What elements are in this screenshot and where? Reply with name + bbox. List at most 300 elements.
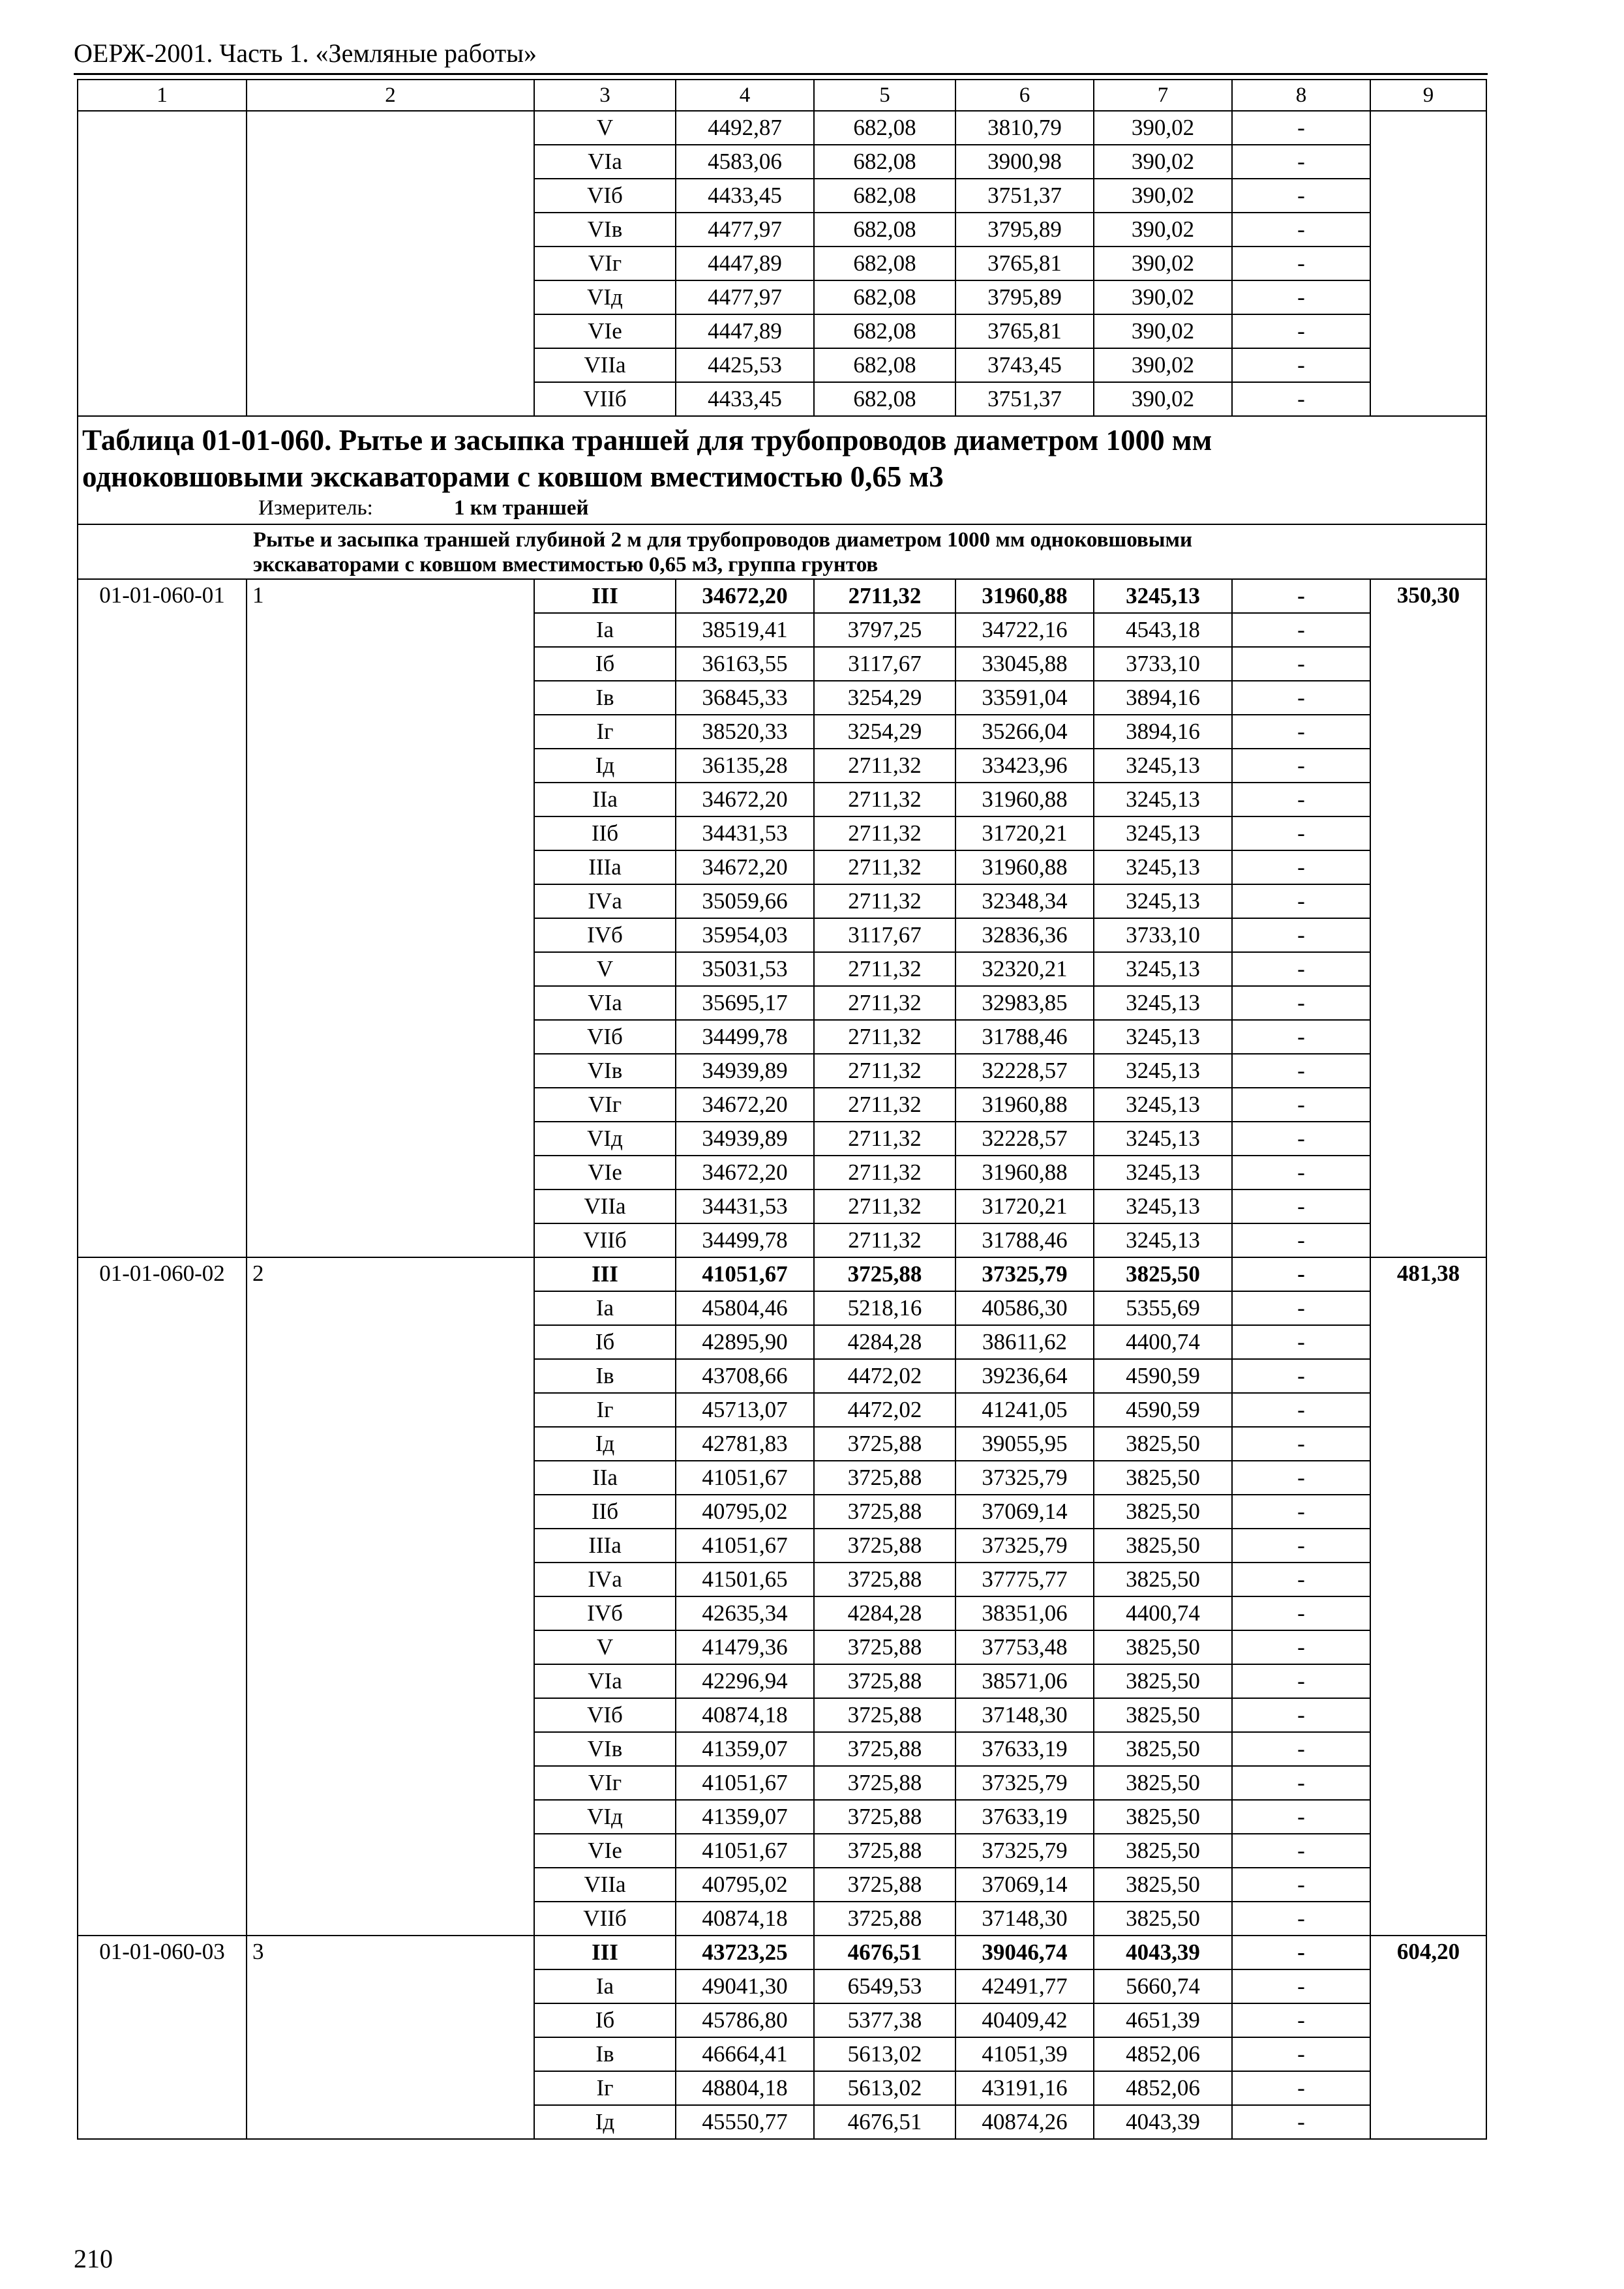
machinist-wages-cell: 3245,13 — [1094, 816, 1232, 850]
materials-cost-cell: - — [1232, 2003, 1370, 2037]
description-cell — [247, 111, 534, 416]
machine-cost-cell: 33591,04 — [955, 681, 1094, 715]
table-title-line: одноковшовыми экскаваторами с ковшом вместимостью 0,65 м3 — [82, 460, 944, 493]
machinist-wages-cell: 390,02 — [1094, 382, 1232, 416]
materials-cost-cell: - — [1232, 179, 1370, 213]
machine-cost-cell: 43191,16 — [955, 2071, 1094, 2105]
materials-cost-cell: - — [1232, 1732, 1370, 1766]
soil-group-cell: III — [534, 1257, 676, 1291]
direct-cost-cell: 41051,67 — [676, 1257, 814, 1291]
materials-cost-cell: - — [1232, 613, 1370, 647]
soil-group-cell: IIб — [534, 816, 676, 850]
labor-wages-cell: 5377,38 — [814, 2003, 955, 2037]
machinist-wages-cell: 390,02 — [1094, 314, 1232, 348]
table-body — [78, 80, 1486, 2139]
machine-cost-cell: 37633,19 — [955, 1732, 1094, 1766]
direct-cost-cell: 35954,03 — [676, 918, 814, 952]
labor-wages-cell: 4676,51 — [814, 2105, 955, 2139]
direct-cost-cell: 34672,20 — [676, 783, 814, 816]
machinist-wages-cell: 3245,13 — [1094, 1156, 1232, 1189]
labor-wages-cell: 5613,02 — [814, 2037, 955, 2071]
machinist-wages-cell: 3825,50 — [1094, 1427, 1232, 1461]
machinist-wages-cell: 3245,13 — [1094, 749, 1232, 783]
machine-cost-cell: 37325,79 — [955, 1834, 1094, 1868]
materials-cost-cell: - — [1232, 1495, 1370, 1529]
direct-cost-cell: 4447,89 — [676, 247, 814, 280]
materials-cost-cell: - — [1232, 1325, 1370, 1359]
materials-cost-cell: - — [1232, 1698, 1370, 1732]
direct-cost-cell: 38520,33 — [676, 715, 814, 749]
machinist-wages-cell: 3245,13 — [1094, 783, 1232, 816]
table-title-row — [78, 416, 1486, 524]
machine-cost-cell: 40874,26 — [955, 2105, 1094, 2139]
labor-wages-cell: 3725,88 — [814, 1495, 955, 1529]
soil-group-cell: VIд — [534, 280, 676, 314]
machine-cost-cell: 3751,37 — [955, 179, 1094, 213]
machine-cost-cell: 38611,62 — [955, 1325, 1094, 1359]
labor-wages-cell: 3725,88 — [814, 1427, 955, 1461]
machinist-wages-cell: 3245,13 — [1094, 1223, 1232, 1257]
materials-cost-cell: - — [1232, 1461, 1370, 1495]
direct-cost-cell: 45713,07 — [676, 1393, 814, 1427]
machinist-wages-cell: 4590,59 — [1094, 1359, 1232, 1393]
machine-cost-cell: 31788,46 — [955, 1020, 1094, 1054]
machinist-wages-cell: 3825,50 — [1094, 1868, 1232, 1902]
materials-cost-cell: - — [1232, 280, 1370, 314]
rate-code: 01-01-060-03 — [78, 1936, 247, 2139]
materials-cost-cell: - — [1232, 1223, 1370, 1257]
labor-wages-cell: 3117,67 — [814, 647, 955, 681]
labor-wages-cell: 682,08 — [814, 111, 955, 145]
direct-cost-cell: 4492,87 — [676, 111, 814, 145]
materials-cost-cell: - — [1232, 1291, 1370, 1325]
labor-wages-cell: 682,08 — [814, 247, 955, 280]
column-number: 7 — [1094, 80, 1232, 111]
materials-cost-cell: - — [1232, 783, 1370, 816]
table-row — [78, 1936, 1486, 1969]
materials-cost-cell: - — [1232, 1189, 1370, 1223]
labor-wages-cell: 682,08 — [814, 314, 955, 348]
column-number: 9 — [1370, 80, 1486, 111]
machine-cost-cell: 33423,96 — [955, 749, 1094, 783]
rates-table — [77, 79, 1487, 2140]
machinist-wages-cell: 3825,50 — [1094, 1698, 1232, 1732]
machinist-wages-cell: 4651,39 — [1094, 2003, 1232, 2037]
soil-group-cell: VIа — [534, 986, 676, 1020]
labor-wages-cell: 2711,32 — [814, 1054, 955, 1088]
labor-wages-cell: 3254,29 — [814, 715, 955, 749]
column-number: 6 — [955, 80, 1094, 111]
machine-cost-cell: 41241,05 — [955, 1393, 1094, 1427]
soil-group-cell: VIе — [534, 1834, 676, 1868]
machine-cost-cell: 32348,34 — [955, 884, 1094, 918]
materials-cost-cell: - — [1232, 1834, 1370, 1868]
machinist-wages-cell: 4043,39 — [1094, 1936, 1232, 1969]
labor-wages-cell: 682,08 — [814, 145, 955, 179]
machinist-wages-cell: 3825,50 — [1094, 1834, 1232, 1868]
labor-wages-cell: 4284,28 — [814, 1325, 955, 1359]
machinist-wages-cell: 4590,59 — [1094, 1393, 1232, 1427]
section-description-cell — [78, 524, 1486, 579]
measure-line — [82, 495, 1482, 521]
direct-cost-cell: 34939,89 — [676, 1122, 814, 1156]
labor-wages-cell: 5218,16 — [814, 1291, 955, 1325]
section-description-line: экскаваторами с ковшом вместимостью 0,65 м3, группа грунтов — [253, 553, 879, 576]
soil-group-cell: VIб — [534, 1698, 676, 1732]
labor-wages-cell: 3725,88 — [814, 1630, 955, 1664]
direct-cost-cell: 4433,45 — [676, 382, 814, 416]
soil-group-cell: Iб — [534, 1325, 676, 1359]
machine-cost-cell: 31960,88 — [955, 579, 1094, 613]
soil-group-cell: IIа — [534, 1461, 676, 1495]
machinist-wages-cell: 390,02 — [1094, 348, 1232, 382]
machine-cost-cell: 39055,95 — [955, 1427, 1094, 1461]
direct-cost-cell: 41051,67 — [676, 1461, 814, 1495]
direct-cost-cell: 41359,07 — [676, 1800, 814, 1834]
soil-group-cell: VIIб — [534, 1902, 676, 1936]
direct-cost-cell: 34672,20 — [676, 1156, 814, 1189]
machine-cost-cell: 37325,79 — [955, 1257, 1094, 1291]
machine-cost-cell: 37753,48 — [955, 1630, 1094, 1664]
direct-cost-cell: 35059,66 — [676, 884, 814, 918]
rate-code: 01-01-060-01 — [78, 579, 247, 1257]
machine-cost-cell: 37148,30 — [955, 1698, 1094, 1732]
machinist-wages-cell: 3894,16 — [1094, 681, 1232, 715]
column-number: 8 — [1232, 80, 1370, 111]
soil-group-cell: III — [534, 1936, 676, 1969]
machinist-wages-cell: 390,02 — [1094, 280, 1232, 314]
section-description-line: Рытье и засыпка траншей глубиной 2 м для трубопроводов диаметром 1000 мм одноковшовыми — [253, 528, 1193, 552]
labor-wages-cell: 2711,32 — [814, 1223, 955, 1257]
column-number: 1 — [78, 80, 247, 111]
soil-group-cell: Iа — [534, 613, 676, 647]
direct-cost-cell: 42895,90 — [676, 1325, 814, 1359]
machinist-wages-cell: 5660,74 — [1094, 1969, 1232, 2003]
materials-cost-cell: - — [1232, 1393, 1370, 1427]
machine-cost-cell: 31720,21 — [955, 816, 1094, 850]
table-row — [78, 579, 1486, 613]
materials-cost-cell: - — [1232, 715, 1370, 749]
materials-cost-cell: - — [1232, 1902, 1370, 1936]
machine-cost-cell: 32320,21 — [955, 952, 1094, 986]
machinist-wages-cell: 3825,50 — [1094, 1902, 1232, 1936]
materials-cost-cell: - — [1232, 1122, 1370, 1156]
running-header: ОЕРЖ-2001. Часть 1. «Земляные работы» — [74, 38, 537, 68]
machinist-wages-cell: 390,02 — [1094, 145, 1232, 179]
labor-wages-cell: 682,08 — [814, 213, 955, 247]
machine-cost-cell: 31720,21 — [955, 1189, 1094, 1223]
machine-cost-cell: 31960,88 — [955, 783, 1094, 816]
materials-cost-cell: - — [1232, 2037, 1370, 2071]
materials-cost-cell: - — [1232, 1088, 1370, 1122]
materials-cost-cell: - — [1232, 1596, 1370, 1630]
materials-cost-cell: - — [1232, 1563, 1370, 1596]
soil-group-cell: Iг — [534, 1393, 676, 1427]
column-number: 4 — [676, 80, 814, 111]
machine-cost-cell: 40586,30 — [955, 1291, 1094, 1325]
direct-cost-cell: 34672,20 — [676, 850, 814, 884]
machine-cost-cell: 3765,81 — [955, 247, 1094, 280]
machinist-wages-cell: 3825,50 — [1094, 1529, 1232, 1563]
direct-cost-cell: 41501,65 — [676, 1563, 814, 1596]
materials-cost-cell: - — [1232, 816, 1370, 850]
table-row — [78, 1257, 1486, 1291]
soil-group-cell: VIг — [534, 1766, 676, 1800]
soil-group-cell: VIIа — [534, 1189, 676, 1223]
soil-group-cell: VIIб — [534, 1223, 676, 1257]
direct-cost-cell: 4477,97 — [676, 280, 814, 314]
direct-cost-cell: 45786,80 — [676, 2003, 814, 2037]
machine-cost-cell: 42491,77 — [955, 1969, 1094, 2003]
labor-wages-cell: 2711,32 — [814, 1020, 955, 1054]
measure-label: Измеритель: — [258, 496, 373, 520]
materials-cost-cell: - — [1232, 213, 1370, 247]
machine-cost-cell: 3765,81 — [955, 314, 1094, 348]
machine-cost-cell: 34722,16 — [955, 613, 1094, 647]
materials-cost-cell: - — [1232, 2071, 1370, 2105]
labor-wages-cell: 2711,32 — [814, 1088, 955, 1122]
soil-group-cell: IVа — [534, 884, 676, 918]
machinist-wages-cell: 3825,50 — [1094, 1563, 1232, 1596]
labor-wages-cell: 3725,88 — [814, 1732, 955, 1766]
direct-cost-cell: 42296,94 — [676, 1664, 814, 1698]
machine-cost-cell: 32983,85 — [955, 986, 1094, 1020]
machine-cost-cell: 3751,37 — [955, 382, 1094, 416]
soil-group-cell: IVб — [534, 1596, 676, 1630]
machinist-wages-cell: 3825,50 — [1094, 1257, 1232, 1291]
soil-group-cell: Iб — [534, 2003, 676, 2037]
machinist-wages-cell: 390,02 — [1094, 111, 1232, 145]
materials-cost-cell: - — [1232, 986, 1370, 1020]
machinist-wages-cell: 390,02 — [1094, 247, 1232, 280]
machine-cost-cell: 32228,57 — [955, 1122, 1094, 1156]
machinist-wages-cell: 4043,39 — [1094, 2105, 1232, 2139]
labor-wages-cell: 682,08 — [814, 348, 955, 382]
labor-wages-cell: 4676,51 — [814, 1936, 955, 1969]
machine-cost-cell: 33045,88 — [955, 647, 1094, 681]
labor-wages-cell: 4284,28 — [814, 1596, 955, 1630]
soil-group-cell: VIе — [534, 314, 676, 348]
materials-cost-cell: - — [1232, 1936, 1370, 1969]
materials-cost-cell: - — [1232, 1868, 1370, 1902]
labor-wages-cell: 682,08 — [814, 382, 955, 416]
machinist-wages-cell: 3245,13 — [1094, 986, 1232, 1020]
direct-cost-cell: 38519,41 — [676, 613, 814, 647]
labor-wages-cell: 3725,88 — [814, 1800, 955, 1834]
soil-group-cell: VIв — [534, 1054, 676, 1088]
labor-wages-cell: 2711,32 — [814, 1156, 955, 1189]
materials-cost-cell: - — [1232, 314, 1370, 348]
machine-cost-cell: 31960,88 — [955, 1156, 1094, 1189]
materials-cost-cell: - — [1232, 918, 1370, 952]
labor-wages-cell: 2711,32 — [814, 579, 955, 613]
machinist-wages-cell: 3245,13 — [1094, 1054, 1232, 1088]
soil-group-cell: Iд — [534, 749, 676, 783]
machine-cost-cell: 32836,36 — [955, 918, 1094, 952]
labor-wages-cell: 2711,32 — [814, 952, 955, 986]
machine-cost-cell: 32228,57 — [955, 1054, 1094, 1088]
soil-group-cell: VIв — [534, 213, 676, 247]
machinist-wages-cell: 3825,50 — [1094, 1664, 1232, 1698]
soil-group-cell: Iа — [534, 1291, 676, 1325]
direct-cost-cell: 41479,36 — [676, 1630, 814, 1664]
direct-cost-cell: 41051,67 — [676, 1834, 814, 1868]
materials-cost-cell: - — [1232, 749, 1370, 783]
materials-cost-cell: - — [1232, 1257, 1370, 1291]
soil-group-cell: VIв — [534, 1732, 676, 1766]
soil-group-cell: III — [534, 579, 676, 613]
labor-wages-cell: 2711,32 — [814, 749, 955, 783]
labor-wages-cell: 5613,02 — [814, 2071, 955, 2105]
direct-cost-cell: 36845,33 — [676, 681, 814, 715]
labor-wages-cell: 3725,88 — [814, 1257, 955, 1291]
soil-group-cell: IIIа — [534, 850, 676, 884]
direct-cost-cell: 49041,30 — [676, 1969, 814, 2003]
machine-cost-cell: 35266,04 — [955, 715, 1094, 749]
soil-group-cell: VIа — [534, 1664, 676, 1698]
soil-group-cell: VIб — [534, 1020, 676, 1054]
soil-group-cell: VIб — [534, 179, 676, 213]
machine-cost-cell: 38571,06 — [955, 1664, 1094, 1698]
machinist-wages-cell: 3245,13 — [1094, 1088, 1232, 1122]
direct-cost-cell: 34672,20 — [676, 1088, 814, 1122]
materials-cost-cell: - — [1232, 647, 1370, 681]
soil-group-cell: V — [534, 952, 676, 986]
direct-cost-cell: 34672,20 — [676, 579, 814, 613]
machinist-wages-cell: 4400,74 — [1094, 1325, 1232, 1359]
materials-cost-cell: - — [1232, 1800, 1370, 1834]
direct-cost-cell: 45550,77 — [676, 2105, 814, 2139]
soil-group-cell: Iа — [534, 1969, 676, 2003]
labor-wages-cell: 6549,53 — [814, 1969, 955, 2003]
column-number: 3 — [534, 80, 676, 111]
materials-cost-cell: - — [1232, 348, 1370, 382]
materials-cost-cell: - — [1232, 952, 1370, 986]
machine-cost-cell: 3743,45 — [955, 348, 1094, 382]
total-cell — [1370, 111, 1486, 416]
direct-cost-cell: 41051,67 — [676, 1766, 814, 1800]
materials-cost-cell: - — [1232, 2105, 1370, 2139]
labor-wages-cell: 2711,32 — [814, 783, 955, 816]
machine-cost-cell: 3795,89 — [955, 280, 1094, 314]
direct-cost-cell: 36163,55 — [676, 647, 814, 681]
machinist-wages-cell: 3733,10 — [1094, 918, 1232, 952]
direct-cost-cell: 36135,28 — [676, 749, 814, 783]
materials-cost-cell: - — [1232, 247, 1370, 280]
machine-cost-cell: 40409,42 — [955, 2003, 1094, 2037]
machinist-wages-cell: 390,02 — [1094, 213, 1232, 247]
materials-cost-cell: - — [1232, 145, 1370, 179]
machinist-wages-cell: 3245,13 — [1094, 1189, 1232, 1223]
labor-wages-cell: 3725,88 — [814, 1664, 955, 1698]
labor-wages-cell: 682,08 — [814, 280, 955, 314]
machine-cost-cell: 37069,14 — [955, 1868, 1094, 1902]
table-row — [78, 111, 1486, 145]
materials-cost-cell: - — [1232, 1664, 1370, 1698]
machine-cost-cell: 3810,79 — [955, 111, 1094, 145]
materials-cost-cell: - — [1232, 1630, 1370, 1664]
direct-cost-cell: 40874,18 — [676, 1698, 814, 1732]
labor-wages-cell: 3117,67 — [814, 918, 955, 952]
materials-cost-cell: - — [1232, 1054, 1370, 1088]
soil-group-cell: V — [534, 1630, 676, 1664]
direct-cost-cell: 4477,97 — [676, 213, 814, 247]
direct-cost-cell: 43708,66 — [676, 1359, 814, 1393]
soil-group-cell: V — [534, 111, 676, 145]
machinist-wages-cell: 3245,13 — [1094, 850, 1232, 884]
labor-wages-cell: 2711,32 — [814, 884, 955, 918]
soil-group-cell: Iг — [534, 2071, 676, 2105]
direct-cost-cell: 34499,78 — [676, 1223, 814, 1257]
direct-cost-cell: 4447,89 — [676, 314, 814, 348]
soil-group-cell: IVа — [534, 1563, 676, 1596]
soil-group-cell: VIе — [534, 1156, 676, 1189]
table-title-line: Таблица 01-01-060. Рытье и засыпка траншей для трубопроводов диаметром 1000 мм — [82, 424, 1212, 456]
materials-cost-cell: - — [1232, 1529, 1370, 1563]
labor-wages-cell: 2711,32 — [814, 986, 955, 1020]
direct-cost-cell: 40795,02 — [676, 1495, 814, 1529]
labor-wages-cell: 2711,32 — [814, 1122, 955, 1156]
materials-cost-cell: - — [1232, 850, 1370, 884]
machinist-wages-cell: 4543,18 — [1094, 613, 1232, 647]
measure-value: 1 км траншей — [454, 496, 589, 520]
column-number: 5 — [814, 80, 955, 111]
machine-cost-cell: 38351,06 — [955, 1596, 1094, 1630]
machinist-wages-cell: 3825,50 — [1094, 1800, 1232, 1834]
machinist-wages-cell: 5355,69 — [1094, 1291, 1232, 1325]
machine-cost-cell: 37325,79 — [955, 1529, 1094, 1563]
machine-cost-cell: 41051,39 — [955, 2037, 1094, 2071]
materials-cost-cell: - — [1232, 681, 1370, 715]
soil-group-cell: VIг — [534, 247, 676, 280]
materials-cost-cell: - — [1232, 1156, 1370, 1189]
machine-cost-cell: 3900,98 — [955, 145, 1094, 179]
machinist-wages-cell: 3894,16 — [1094, 715, 1232, 749]
direct-cost-cell: 4425,53 — [676, 348, 814, 382]
soil-group-cell: Iг — [534, 715, 676, 749]
labor-wages-cell: 3725,88 — [814, 1529, 955, 1563]
machine-cost-cell: 37325,79 — [955, 1461, 1094, 1495]
machinist-wages-cell: 3825,50 — [1094, 1766, 1232, 1800]
labor-wages-cell: 2711,32 — [814, 1189, 955, 1223]
soil-group-cell: Iд — [534, 1427, 676, 1461]
machinist-wages-cell: 3825,50 — [1094, 1461, 1232, 1495]
materials-cost-cell: - — [1232, 382, 1370, 416]
soil-group-cell: IIб — [534, 1495, 676, 1529]
soil-group-cell: VIIа — [534, 348, 676, 382]
labor-wages-cell: 3725,88 — [814, 1868, 955, 1902]
machine-cost-cell: 37148,30 — [955, 1902, 1094, 1936]
page-number: 210 — [74, 2244, 113, 2273]
table-title-cell — [78, 416, 1486, 524]
soil-group-cell: IVб — [534, 918, 676, 952]
machine-cost-cell: 31960,88 — [955, 1088, 1094, 1122]
labor-wages-cell: 3725,88 — [814, 1766, 955, 1800]
direct-cost-cell: 40795,02 — [676, 1868, 814, 1902]
header-rule — [74, 73, 1488, 75]
direct-cost-cell: 35031,53 — [676, 952, 814, 986]
rate-code: 01-01-060-02 — [78, 1257, 247, 1936]
machine-cost-cell: 37775,77 — [955, 1563, 1094, 1596]
soil-group-cell: VIд — [534, 1800, 676, 1834]
labor-wages-cell: 2711,32 — [814, 850, 955, 884]
direct-cost-cell: 34431,53 — [676, 1189, 814, 1223]
direct-cost-cell: 43723,25 — [676, 1936, 814, 1969]
rate-total: 350,30 — [1370, 579, 1486, 1257]
materials-cost-cell: - — [1232, 1427, 1370, 1461]
materials-cost-cell: - — [1232, 1766, 1370, 1800]
machine-cost-cell: 31960,88 — [955, 850, 1094, 884]
